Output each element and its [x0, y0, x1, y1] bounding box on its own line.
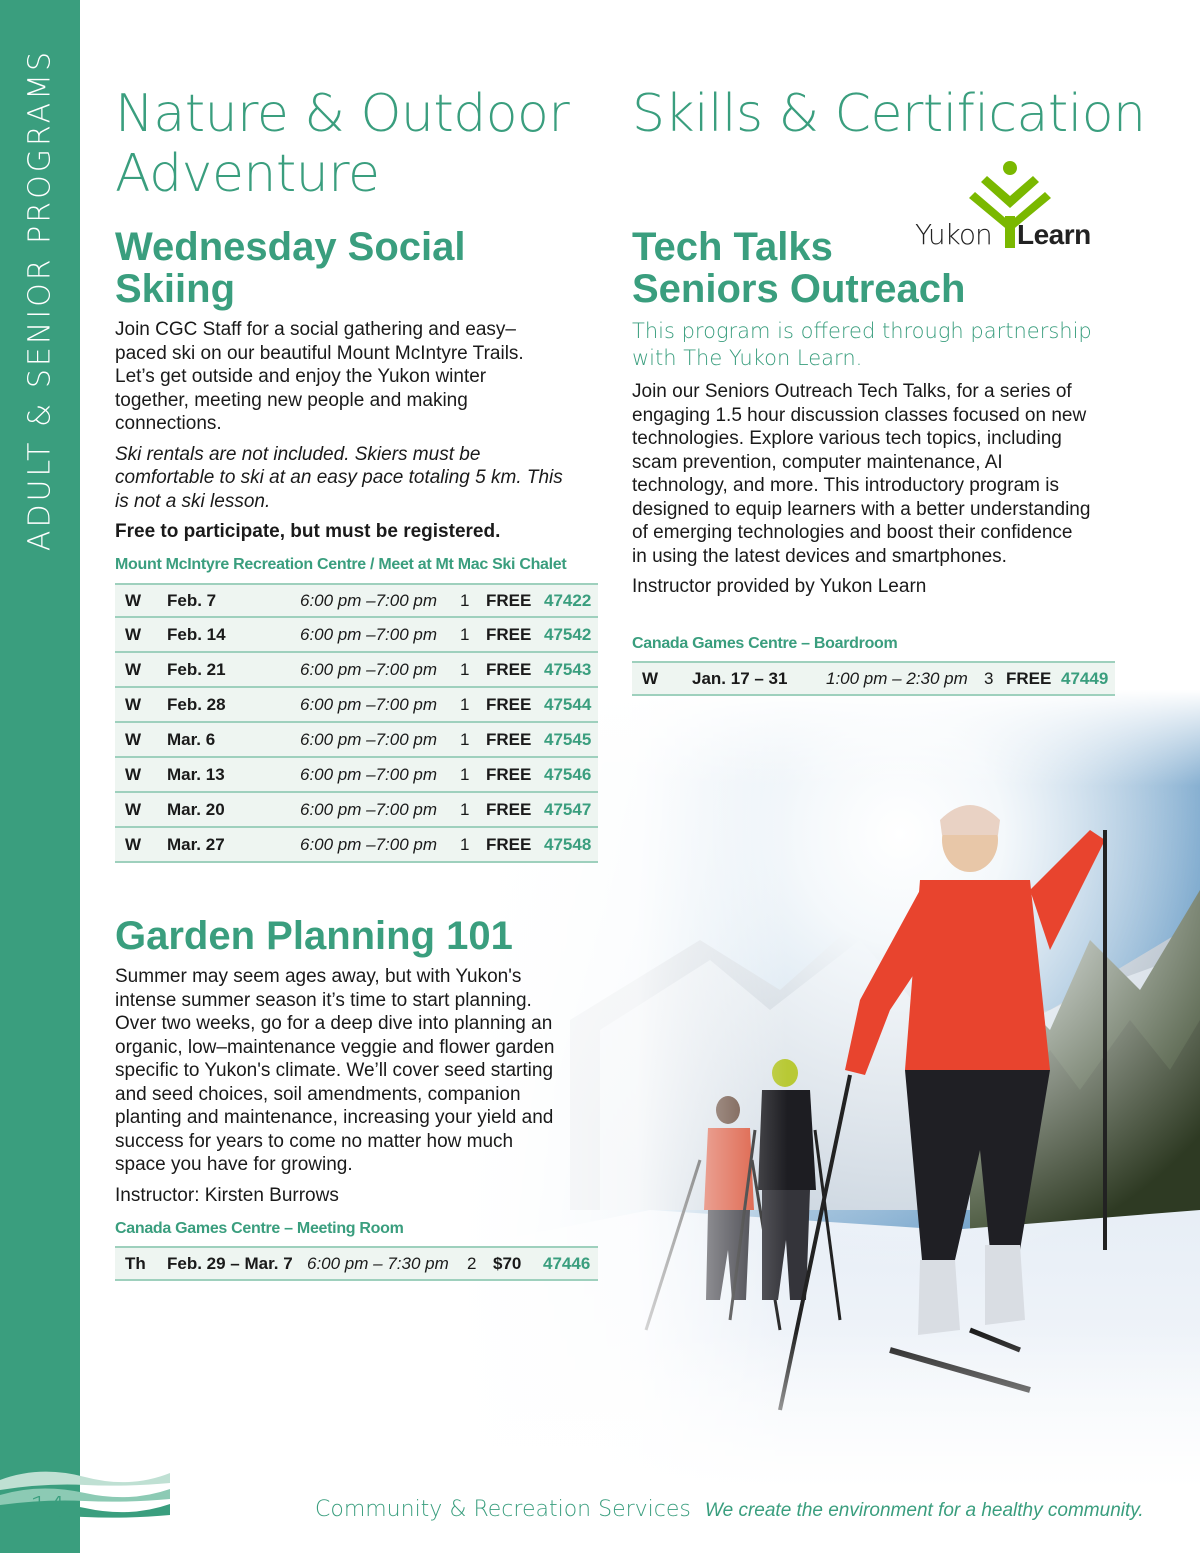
row-sessions: 1 [460, 764, 470, 784]
table-row [115, 828, 598, 863]
row-code: 47542 [544, 624, 592, 644]
tech-location: Canada Games Centre – Boardroom [632, 635, 898, 652]
row-sessions: 1 [460, 729, 470, 749]
row-time: 6:00 pm –7:00 pm [300, 624, 438, 644]
page-number: 14 [30, 1490, 66, 1523]
row-price: FREE [486, 624, 532, 644]
tech-instructor: Instructor provided by Yukon Learn [632, 576, 927, 597]
row-time: 6:00 pm –7:00 pm [300, 834, 438, 854]
row-code: 47547 [544, 799, 592, 819]
program-title-garden: Garden Planning 101 [115, 914, 513, 958]
row-date: Feb. 7 [167, 590, 217, 610]
row-sessions: 1 [460, 694, 470, 714]
tech-subtitle: This program is offered through partnership with The Yukon Learn. [632, 319, 1092, 370]
footer-text [315, 1496, 1144, 1522]
tech-description-block [632, 380, 1092, 606]
row-sessions: 1 [460, 799, 470, 819]
row-sessions: 1 [460, 659, 470, 679]
row-code: 47422 [544, 590, 592, 610]
garden-instructor: Instructor: Kirsten Burrows [115, 1184, 339, 1206]
row-time: 6:00 pm – 7:30 pm [307, 1253, 449, 1273]
row-sessions: 1 [460, 834, 470, 854]
row-day: W [125, 729, 142, 749]
program-title-skiing: Wednesday Social Skiing [115, 225, 466, 311]
row-date: Mar. 13 [167, 764, 225, 784]
table-row [115, 723, 598, 758]
row-price: $70 [493, 1253, 522, 1273]
row-day: W [125, 694, 142, 714]
row-date: Jan. 17 – 31 [692, 668, 788, 688]
side-label: ADULT & SENIOR PROGRAMS [22, 48, 58, 552]
row-day: W [125, 659, 142, 679]
row-sessions: 2 [467, 1253, 477, 1273]
row-time: 6:00 pm –7:00 pm [300, 764, 438, 784]
tech-schedule-table [632, 661, 1115, 696]
row-price: FREE [486, 799, 532, 819]
tech-description: Join our Seniors Outreach Tech Talks, for a series of engaging 1.5 hour discussion classes focused on new technologies. Explore various tech topics, including scam prevention, computer maintenance, AI technology, and more. This introductory program is designed to equip learners with a better understanding of emerging technologies and boost their confidence in using the latest devices and smartphones. [632, 381, 1091, 567]
table-row [115, 793, 598, 828]
table-row [115, 583, 598, 618]
garden-description-block [115, 965, 565, 1214]
row-day: W [642, 668, 659, 688]
table-row [115, 618, 598, 653]
row-time: 6:00 pm –7:00 pm [300, 799, 438, 819]
row-code: 47548 [544, 834, 592, 854]
row-price: FREE [486, 834, 532, 854]
row-price: FREE [486, 729, 532, 749]
footer-org: Community & Recreation Services [315, 1497, 691, 1522]
row-time: 6:00 pm –7:00 pm [300, 659, 438, 679]
table-row [632, 661, 1115, 696]
table-row [115, 758, 598, 793]
row-date: Feb. 29 – Mar. 7 [167, 1253, 293, 1273]
row-date: Feb. 28 [167, 694, 226, 714]
row-code: 47546 [544, 764, 592, 784]
row-day: Th [125, 1253, 146, 1273]
row-price: FREE [486, 590, 532, 610]
row-day: W [125, 624, 142, 644]
table-row [115, 653, 598, 688]
row-date: Feb. 21 [167, 659, 226, 679]
row-code: 47449 [1061, 668, 1109, 688]
logo-word-learn: Learn [1017, 219, 1091, 250]
row-price: FREE [486, 764, 532, 784]
row-date: Mar. 27 [167, 834, 225, 854]
row-day: W [125, 834, 142, 854]
row-time: 6:00 pm –7:00 pm [300, 729, 438, 749]
skiing-note: Ski rentals are not included. Skiers must be comfortable to ski at an easy pace totaling 5 km. This is not a ski lesson. [115, 443, 563, 512]
logo-word-yukon: Yukon [915, 218, 992, 251]
row-price: FREE [486, 659, 532, 679]
row-sessions: 3 [984, 668, 994, 688]
row-price: FREE [486, 694, 532, 714]
skiing-schedule-table [115, 583, 598, 863]
row-code: 47545 [544, 729, 592, 749]
garden-schedule-table [115, 1246, 598, 1281]
row-time: 6:00 pm –7:00 pm [300, 590, 438, 610]
section-title-nature: Nature & Outdoor Adventure [115, 84, 570, 204]
table-row [115, 1246, 598, 1281]
footer-tagline: We create the environment for a healthy community. [705, 1500, 1144, 1521]
row-day: W [125, 590, 142, 610]
skiing-emphasis: Free to participate, but must be registered. [115, 521, 501, 542]
row-sessions: 1 [460, 590, 470, 610]
row-date: Mar. 20 [167, 799, 225, 819]
section-title-skills: Skills & Certification [632, 84, 1146, 144]
row-code: 47446 [543, 1253, 591, 1273]
row-code: 47543 [544, 659, 592, 679]
garden-location: Canada Games Centre – Meeting Room [115, 1220, 404, 1237]
skiing-location: Mount McIntyre Recreation Centre / Meet at Mt Mac Ski Chalet [115, 556, 567, 573]
garden-description: Summer may seem ages away, but with Yukon's intense summer season it’s time to start planning. Over two weeks, go for a deep dive into planning an organic, low–maintenance veggie and flower garden specific to Yukon's climate. We’ll cover seed starting and seed choices, soil amendments, companion planting and maintenance, increasing your yield and success for years to come no matter how much space you have for growing. [115, 966, 555, 1175]
row-price: FREE [1006, 668, 1052, 688]
row-day: W [125, 799, 142, 819]
program-title-tech: Tech Talks Seniors Outreach [632, 225, 966, 311]
row-sessions: 1 [460, 624, 470, 644]
row-time: 6:00 pm –7:00 pm [300, 694, 438, 714]
row-day: W [125, 764, 142, 784]
footer-wave-icon [0, 1465, 170, 1535]
row-code: 47544 [544, 694, 592, 714]
table-row [115, 688, 598, 723]
row-date: Mar. 6 [167, 729, 216, 749]
row-date: Feb. 14 [167, 624, 226, 644]
skiing-description: Join CGC Staff for a social gathering and easy–paced ski on our beautiful Mount McIntyre Trails. Let’s get outside and enjoy the Yukon winter together, meeting new people and making connections. [115, 319, 524, 434]
row-time: 1:00 pm – 2:30 pm [826, 668, 968, 688]
skiing-description-block [115, 318, 565, 551]
